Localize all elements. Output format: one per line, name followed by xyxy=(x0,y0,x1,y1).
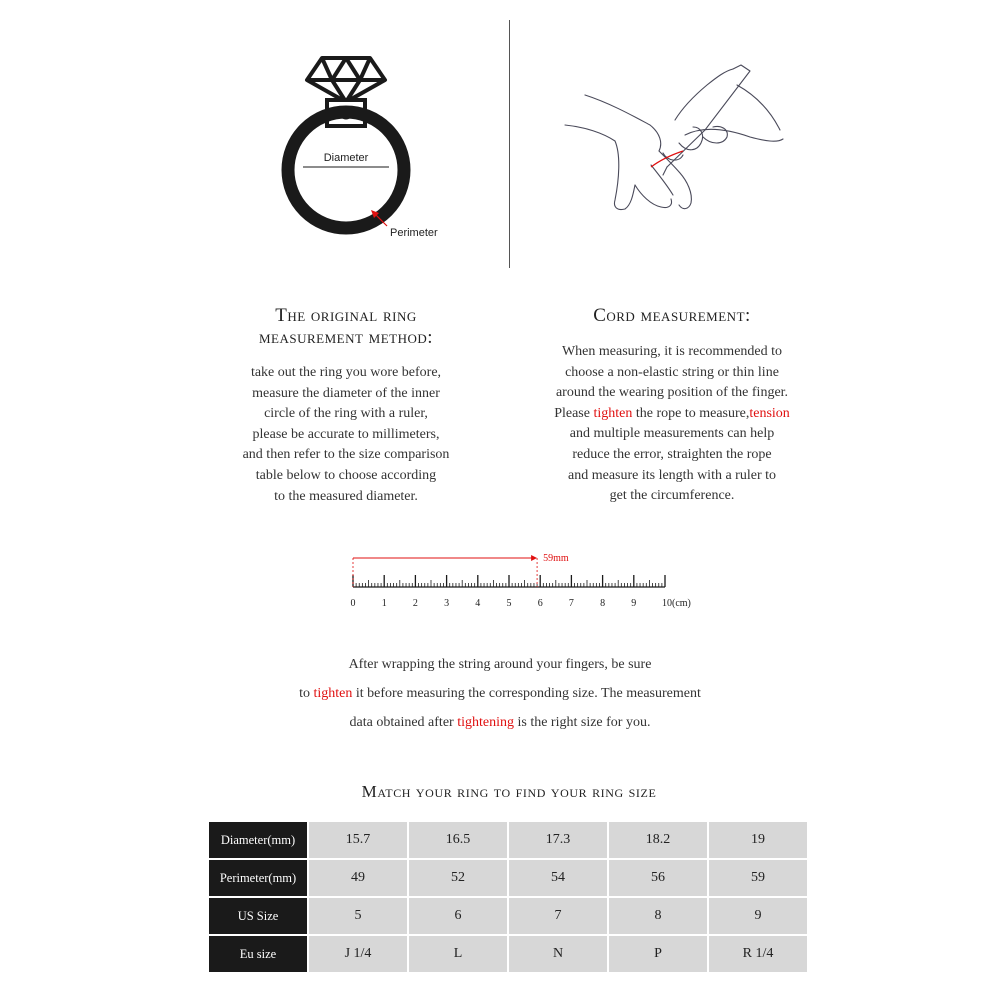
table-cell: 18.2 xyxy=(609,822,707,858)
ruler-ticks xyxy=(353,575,665,587)
wrap-note: After wrapping the string around your fingers, be sure to tighten it before measuring the corresponding size. The measurement data obtained after tightening is the right size for you. xyxy=(299,657,701,730)
ring-band xyxy=(288,112,404,228)
table-cell: 49 xyxy=(309,860,407,896)
measurement-arrowhead xyxy=(531,555,537,561)
ruler-tick-label: 2 xyxy=(412,598,418,609)
cord-method-heading: Cord measurement: xyxy=(593,305,751,326)
tension-highlight: tension xyxy=(749,405,790,421)
table-cell: 59 xyxy=(709,860,807,896)
ruler-tick-label: 5 xyxy=(506,598,512,609)
measurement-label: 59mm xyxy=(543,553,569,564)
table-cell: 8 xyxy=(609,898,707,934)
ruler-tick-label: 9 xyxy=(631,598,637,609)
original-method-text: take out the ring you wore before, measure the diameter of the inner circle of the ring with a ruler, please be accurate to millimeters, and then refer to the size comparison table below to choose according to the measured diameter. xyxy=(242,365,450,504)
tighten-highlight: tighten xyxy=(593,405,633,421)
table-cell: 56 xyxy=(609,860,707,896)
table-cell: 16.5 xyxy=(409,822,507,858)
ruler-labels xyxy=(351,598,691,609)
table-cell: 7 xyxy=(509,898,607,934)
ruler-tick-label: 0 xyxy=(350,598,356,609)
table-cell: N xyxy=(509,936,607,972)
table-cell: 17.3 xyxy=(509,822,607,858)
original-method-heading xyxy=(196,305,496,349)
ruler-diagram xyxy=(340,545,710,620)
ruler-tick-label: 10(cm) xyxy=(662,598,691,609)
diamond-icon xyxy=(307,58,385,102)
row-header: US Size xyxy=(209,898,307,934)
table-cell: 6 xyxy=(409,898,507,934)
ring-diagram xyxy=(270,50,470,250)
cord-method-text: When measuring, it is recommended to choose a non-elastic string or thin line around the wearing position of the finger. Please tighten the rope to measure,tension and multiple measurements can help reduce the error, straighten the rope and measure its length with a ruler to get the circumference. xyxy=(554,344,790,504)
table-cell: 15.7 xyxy=(309,822,407,858)
ruler-tick-label: 1 xyxy=(381,598,387,609)
row-header: Eu size xyxy=(209,936,307,972)
ruler-tick-label: 8 xyxy=(600,598,606,609)
perimeter-label: Perimeter xyxy=(390,227,438,239)
table-cell: L xyxy=(409,936,507,972)
ruler-tick-label: 6 xyxy=(537,598,543,609)
table-cell: P xyxy=(609,936,707,972)
hand-measuring-illustration xyxy=(555,55,795,225)
table-row-eu-size xyxy=(209,936,807,972)
tightening-highlight: tightening xyxy=(457,714,514,730)
ruler-tick-label: 3 xyxy=(444,598,450,609)
table-cell: J 1/4 xyxy=(309,936,407,972)
ruler-tick-label: 7 xyxy=(568,598,574,609)
table-row-perimeter xyxy=(209,860,807,896)
table-cell: 5 xyxy=(309,898,407,934)
ring-size-table xyxy=(207,820,809,974)
row-header: Perimeter(mm) xyxy=(209,860,307,896)
table-cell: 54 xyxy=(509,860,607,896)
table-cell: 9 xyxy=(709,898,807,934)
tighten-highlight-2: tighten xyxy=(313,685,353,701)
size-table-title: Match your ring to find your ring size xyxy=(361,782,657,801)
table-row-diameter xyxy=(209,822,807,858)
top-divider xyxy=(509,20,510,268)
table-cell: 19 xyxy=(709,822,807,858)
ruler-tick-label: 4 xyxy=(475,598,481,609)
diameter-label: Diameter xyxy=(323,152,369,164)
original-method-title-line2: measurement method: xyxy=(258,327,434,348)
row-header: Diameter(mm) xyxy=(209,822,307,858)
table-cell: 52 xyxy=(409,860,507,896)
table-row-us-size xyxy=(209,898,807,934)
original-method-title-line1: The original ring xyxy=(275,305,417,326)
table-cell: R 1/4 xyxy=(709,936,807,972)
